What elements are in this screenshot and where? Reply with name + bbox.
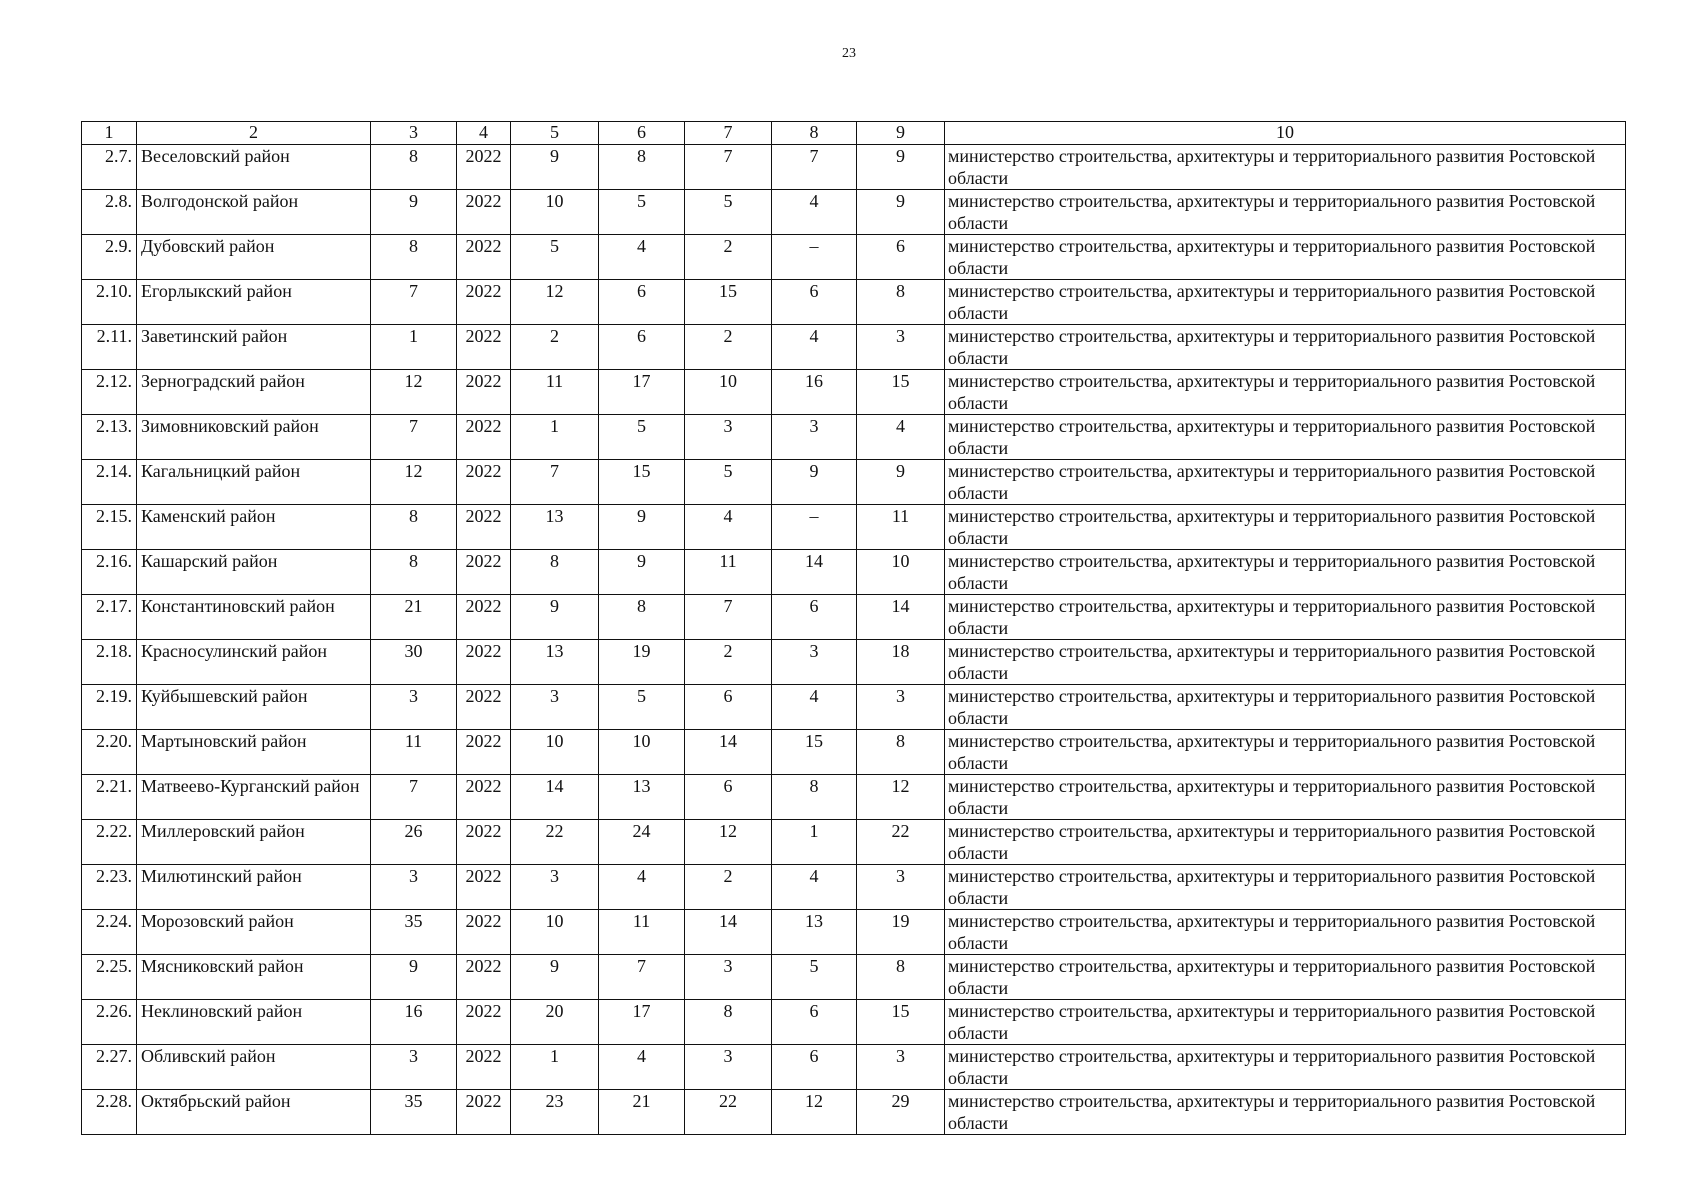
responsible-org-cell: министерство строительства, архитектуры и территориального развития Ростовской области: [945, 685, 1626, 730]
year-cell: 2022: [457, 1000, 511, 1045]
col8-cell: 9: [772, 460, 857, 505]
row-number-cell: 2.28.: [82, 1090, 137, 1135]
year-cell: 2022: [457, 730, 511, 775]
table-row: [82, 955, 1626, 1000]
responsible-org-cell: министерство строительства, архитектуры и территориального развития Ростовской области: [945, 415, 1626, 460]
col6-cell: 5: [599, 685, 685, 730]
year-cell: 2022: [457, 685, 511, 730]
district-name-cell: Куйбышевский район: [137, 685, 371, 730]
row-number-cell: 2.13.: [82, 415, 137, 460]
responsible-org-cell: министерство строительства, архитектуры и территориального развития Ростовской области: [945, 1090, 1626, 1135]
col5-cell: 9: [511, 145, 599, 190]
district-name-cell: Мартыновский район: [137, 730, 371, 775]
header-cell-10: 10: [945, 122, 1626, 145]
header-cell-2: 2: [137, 122, 371, 145]
col6-cell: 4: [599, 235, 685, 280]
row-number-cell: 2.19.: [82, 685, 137, 730]
col7-cell: 22: [685, 1090, 772, 1135]
col3-cell: 21: [371, 595, 457, 640]
district-name-cell: Матвеево-Курганский район: [137, 775, 371, 820]
col7-cell: 5: [685, 460, 772, 505]
row-number-cell: 2.16.: [82, 550, 137, 595]
responsible-org-cell: министерство строительства, архитектуры и территориального развития Ростовской области: [945, 550, 1626, 595]
row-number-cell: 2.17.: [82, 595, 137, 640]
col8-cell: 4: [772, 865, 857, 910]
district-name-cell: Константиновский район: [137, 595, 371, 640]
col3-cell: 3: [371, 1045, 457, 1090]
col3-cell: 9: [371, 955, 457, 1000]
col3-cell: 7: [371, 280, 457, 325]
responsible-org-cell: министерство строительства, архитектуры и территориального развития Ростовской области: [945, 955, 1626, 1000]
col5-cell: 10: [511, 910, 599, 955]
col5-cell: 2: [511, 325, 599, 370]
district-name-cell: Зимовниковский район: [137, 415, 371, 460]
district-name-cell: Морозовский район: [137, 910, 371, 955]
responsible-org-cell: министерство строительства, архитектуры и территориального развития Ростовской области: [945, 235, 1626, 280]
table-row: [82, 1000, 1626, 1045]
col8-cell: 1: [772, 820, 857, 865]
col7-cell: 2: [685, 865, 772, 910]
col7-cell: 3: [685, 955, 772, 1000]
row-number-cell: 2.20.: [82, 730, 137, 775]
col7-cell: 12: [685, 820, 772, 865]
year-cell: 2022: [457, 325, 511, 370]
year-cell: 2022: [457, 235, 511, 280]
district-name-cell: Каменский район: [137, 505, 371, 550]
col6-cell: 6: [599, 280, 685, 325]
responsible-org-cell: министерство строительства, архитектуры и территориального развития Ростовской области: [945, 145, 1626, 190]
responsible-org-cell: министерство строительства, архитектуры и территориального развития Ростовской области: [945, 865, 1626, 910]
table-row: [82, 865, 1626, 910]
year-cell: 2022: [457, 415, 511, 460]
table-row: [82, 505, 1626, 550]
col8-cell: 8: [772, 775, 857, 820]
header-cell-5: 5: [511, 122, 599, 145]
col3-cell: 26: [371, 820, 457, 865]
responsible-org-cell: министерство строительства, архитектуры и территориального развития Ростовской области: [945, 370, 1626, 415]
row-number-cell: 2.9.: [82, 235, 137, 280]
row-number-cell: 2.24.: [82, 910, 137, 955]
year-cell: 2022: [457, 550, 511, 595]
col7-cell: 2: [685, 640, 772, 685]
table-row: [82, 730, 1626, 775]
col3-cell: 12: [371, 460, 457, 505]
col6-cell: 8: [599, 145, 685, 190]
col8-cell: 3: [772, 415, 857, 460]
col9-cell: 3: [857, 685, 945, 730]
col9-cell: 9: [857, 460, 945, 505]
district-name-cell: Милютинский район: [137, 865, 371, 910]
col7-cell: 4: [685, 505, 772, 550]
col8-cell: 3: [772, 640, 857, 685]
table-row: [82, 820, 1626, 865]
col6-cell: 11: [599, 910, 685, 955]
col3-cell: 11: [371, 730, 457, 775]
col9-cell: 15: [857, 1000, 945, 1045]
year-cell: 2022: [457, 595, 511, 640]
header-cell-3: 3: [371, 122, 457, 145]
data-table-container: [81, 121, 1625, 1135]
col9-cell: 29: [857, 1090, 945, 1135]
col8-cell: 6: [772, 280, 857, 325]
col3-cell: 3: [371, 685, 457, 730]
district-name-cell: Зерноградский район: [137, 370, 371, 415]
table-row: [82, 325, 1626, 370]
district-name-cell: Кагальницкий район: [137, 460, 371, 505]
district-name-cell: Неклиновский район: [137, 1000, 371, 1045]
col6-cell: 15: [599, 460, 685, 505]
district-name-cell: Обливский район: [137, 1045, 371, 1090]
col6-cell: 4: [599, 1045, 685, 1090]
col3-cell: 12: [371, 370, 457, 415]
col9-cell: 12: [857, 775, 945, 820]
year-cell: 2022: [457, 1045, 511, 1090]
year-cell: 2022: [457, 505, 511, 550]
data-table: [81, 121, 1626, 1135]
col9-cell: 8: [857, 730, 945, 775]
row-number-cell: 2.14.: [82, 460, 137, 505]
col6-cell: 24: [599, 820, 685, 865]
col8-cell: 4: [772, 685, 857, 730]
table-row: [82, 550, 1626, 595]
col8-cell: 15: [772, 730, 857, 775]
col8-cell: 6: [772, 1045, 857, 1090]
table-row: [82, 190, 1626, 235]
col3-cell: 8: [371, 235, 457, 280]
year-cell: 2022: [457, 910, 511, 955]
year-cell: 2022: [457, 190, 511, 235]
responsible-org-cell: министерство строительства, архитектуры и территориального развития Ростовской области: [945, 460, 1626, 505]
responsible-org-cell: министерство строительства, архитектуры и территориального развития Ростовской области: [945, 280, 1626, 325]
district-name-cell: Миллеровский район: [137, 820, 371, 865]
page-number: 23: [842, 46, 856, 61]
table-row: [82, 910, 1626, 955]
col8-cell: –: [772, 235, 857, 280]
col8-cell: 14: [772, 550, 857, 595]
col5-cell: 1: [511, 415, 599, 460]
col7-cell: 15: [685, 280, 772, 325]
year-cell: 2022: [457, 640, 511, 685]
col5-cell: 23: [511, 1090, 599, 1135]
row-number-cell: 2.26.: [82, 1000, 137, 1045]
table-row: [82, 685, 1626, 730]
row-number-cell: 2.27.: [82, 1045, 137, 1090]
col6-cell: 4: [599, 865, 685, 910]
col6-cell: 17: [599, 1000, 685, 1045]
col9-cell: 8: [857, 280, 945, 325]
col9-cell: 9: [857, 145, 945, 190]
district-name-cell: Красносулинский район: [137, 640, 371, 685]
col9-cell: 22: [857, 820, 945, 865]
col3-cell: 8: [371, 145, 457, 190]
col9-cell: 6: [857, 235, 945, 280]
col5-cell: 1: [511, 1045, 599, 1090]
col6-cell: 7: [599, 955, 685, 1000]
year-cell: 2022: [457, 145, 511, 190]
col3-cell: 3: [371, 865, 457, 910]
col6-cell: 8: [599, 595, 685, 640]
col7-cell: 14: [685, 730, 772, 775]
col9-cell: 10: [857, 550, 945, 595]
col5-cell: 20: [511, 1000, 599, 1045]
col6-cell: 17: [599, 370, 685, 415]
table-body: [82, 145, 1626, 1135]
year-cell: 2022: [457, 955, 511, 1000]
col5-cell: 9: [511, 595, 599, 640]
col5-cell: 12: [511, 280, 599, 325]
table-row: [82, 775, 1626, 820]
col5-cell: 22: [511, 820, 599, 865]
col5-cell: 10: [511, 190, 599, 235]
header-cell-8: 8: [772, 122, 857, 145]
col3-cell: 8: [371, 550, 457, 595]
district-name-cell: Егорлыкский район: [137, 280, 371, 325]
table-row: [82, 235, 1626, 280]
col5-cell: 3: [511, 865, 599, 910]
year-cell: 2022: [457, 460, 511, 505]
col7-cell: 6: [685, 685, 772, 730]
col6-cell: 6: [599, 325, 685, 370]
col9-cell: 3: [857, 1045, 945, 1090]
col6-cell: 19: [599, 640, 685, 685]
header-cell-9: 9: [857, 122, 945, 145]
col8-cell: 16: [772, 370, 857, 415]
col6-cell: 5: [599, 190, 685, 235]
col9-cell: 9: [857, 190, 945, 235]
col3-cell: 8: [371, 505, 457, 550]
col9-cell: 4: [857, 415, 945, 460]
col9-cell: 15: [857, 370, 945, 415]
row-number-cell: 2.12.: [82, 370, 137, 415]
col3-cell: 35: [371, 910, 457, 955]
col9-cell: 8: [857, 955, 945, 1000]
header-cell-1: 1: [82, 122, 137, 145]
header-cell-4: 4: [457, 122, 511, 145]
col7-cell: 5: [685, 190, 772, 235]
row-number-cell: 2.25.: [82, 955, 137, 1000]
responsible-org-cell: министерство строительства, архитектуры и территориального развития Ростовской области: [945, 730, 1626, 775]
row-number-cell: 2.22.: [82, 820, 137, 865]
district-name-cell: Волгодонской район: [137, 190, 371, 235]
col7-cell: 10: [685, 370, 772, 415]
row-number-cell: 2.23.: [82, 865, 137, 910]
col3-cell: 7: [371, 415, 457, 460]
responsible-org-cell: министерство строительства, архитектуры и территориального развития Ростовской области: [945, 595, 1626, 640]
col7-cell: 3: [685, 415, 772, 460]
col6-cell: 5: [599, 415, 685, 460]
col8-cell: 7: [772, 145, 857, 190]
header-cell-7: 7: [685, 122, 772, 145]
table-row: [82, 1090, 1626, 1135]
table-row: [82, 1045, 1626, 1090]
col7-cell: 2: [685, 235, 772, 280]
header-cell-6: 6: [599, 122, 685, 145]
col6-cell: 13: [599, 775, 685, 820]
responsible-org-cell: министерство строительства, архитектуры и территориального развития Ростовской области: [945, 820, 1626, 865]
col6-cell: 10: [599, 730, 685, 775]
table-row: [82, 460, 1626, 505]
row-number-cell: 2.10.: [82, 280, 137, 325]
col5-cell: 10: [511, 730, 599, 775]
col9-cell: 11: [857, 505, 945, 550]
col8-cell: 4: [772, 190, 857, 235]
header-row: [82, 122, 1626, 145]
row-number-cell: 2.18.: [82, 640, 137, 685]
row-number-cell: 2.11.: [82, 325, 137, 370]
year-cell: 2022: [457, 865, 511, 910]
col8-cell: 12: [772, 1090, 857, 1135]
col7-cell: 14: [685, 910, 772, 955]
row-number-cell: 2.15.: [82, 505, 137, 550]
col6-cell: 21: [599, 1090, 685, 1135]
col5-cell: 8: [511, 550, 599, 595]
responsible-org-cell: министерство строительства, архитектуры и территориального развития Ростовской области: [945, 190, 1626, 235]
district-name-cell: Заветинский район: [137, 325, 371, 370]
row-number-cell: 2.21.: [82, 775, 137, 820]
col9-cell: 18: [857, 640, 945, 685]
col7-cell: 3: [685, 1045, 772, 1090]
col3-cell: 30: [371, 640, 457, 685]
responsible-org-cell: министерство строительства, архитектуры и территориального развития Ростовской области: [945, 775, 1626, 820]
col6-cell: 9: [599, 550, 685, 595]
year-cell: 2022: [457, 775, 511, 820]
responsible-org-cell: министерство строительства, архитектуры и территориального развития Ростовской области: [945, 640, 1626, 685]
col7-cell: 6: [685, 775, 772, 820]
col3-cell: 7: [371, 775, 457, 820]
responsible-org-cell: министерство строительства, архитектуры и территориального развития Ростовской области: [945, 1000, 1626, 1045]
col7-cell: 7: [685, 145, 772, 190]
year-cell: 2022: [457, 370, 511, 415]
table-row: [82, 595, 1626, 640]
col5-cell: 13: [511, 640, 599, 685]
col7-cell: 8: [685, 1000, 772, 1045]
district-name-cell: Мясниковский район: [137, 955, 371, 1000]
col8-cell: 13: [772, 910, 857, 955]
responsible-org-cell: министерство строительства, архитектуры и территориального развития Ростовской области: [945, 1045, 1626, 1090]
table-row: [82, 280, 1626, 325]
col7-cell: 2: [685, 325, 772, 370]
district-name-cell: Кашарский район: [137, 550, 371, 595]
col3-cell: 16: [371, 1000, 457, 1045]
col5-cell: 13: [511, 505, 599, 550]
year-cell: 2022: [457, 280, 511, 325]
col6-cell: 9: [599, 505, 685, 550]
col7-cell: 11: [685, 550, 772, 595]
table-row: [82, 370, 1626, 415]
district-name-cell: Октябрьский район: [137, 1090, 371, 1135]
col5-cell: 9: [511, 955, 599, 1000]
col5-cell: 3: [511, 685, 599, 730]
col5-cell: 5: [511, 235, 599, 280]
table-row: [82, 640, 1626, 685]
district-name-cell: Дубовский район: [137, 235, 371, 280]
col9-cell: 19: [857, 910, 945, 955]
col5-cell: 11: [511, 370, 599, 415]
col5-cell: 14: [511, 775, 599, 820]
col9-cell: 14: [857, 595, 945, 640]
table-row: [82, 415, 1626, 460]
row-number-cell: 2.8.: [82, 190, 137, 235]
col8-cell: –: [772, 505, 857, 550]
col8-cell: 5: [772, 955, 857, 1000]
responsible-org-cell: министерство строительства, архитектуры и территориального развития Ростовской области: [945, 910, 1626, 955]
col3-cell: 9: [371, 190, 457, 235]
col5-cell: 7: [511, 460, 599, 505]
col8-cell: 4: [772, 325, 857, 370]
year-cell: 2022: [457, 820, 511, 865]
col9-cell: 3: [857, 325, 945, 370]
district-name-cell: Веселовский район: [137, 145, 371, 190]
responsible-org-cell: министерство строительства, архитектуры и территориального развития Ростовской области: [945, 505, 1626, 550]
col7-cell: 7: [685, 595, 772, 640]
col9-cell: 3: [857, 865, 945, 910]
col3-cell: 35: [371, 1090, 457, 1135]
year-cell: 2022: [457, 1090, 511, 1135]
responsible-org-cell: министерство строительства, архитектуры и территориального развития Ростовской области: [945, 325, 1626, 370]
col8-cell: 6: [772, 595, 857, 640]
row-number-cell: 2.7.: [82, 145, 137, 190]
table-row: [82, 145, 1626, 190]
col3-cell: 1: [371, 325, 457, 370]
col8-cell: 6: [772, 1000, 857, 1045]
